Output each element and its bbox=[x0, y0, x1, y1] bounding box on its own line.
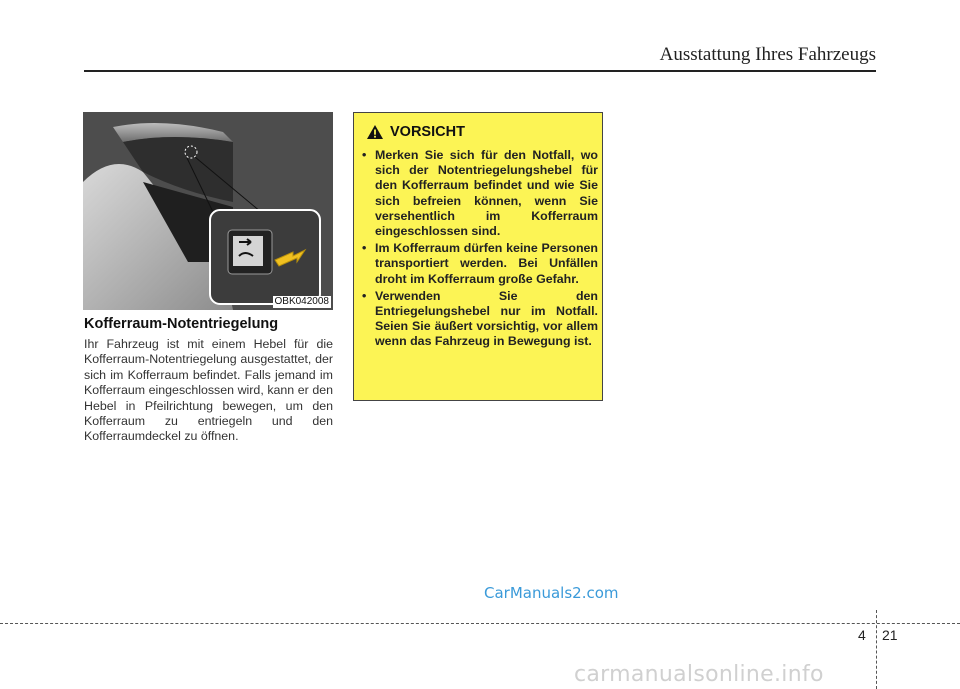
chapter-number: 4 bbox=[858, 627, 866, 643]
trunk-illustration bbox=[83, 112, 333, 310]
trunk-release-photo bbox=[83, 112, 333, 310]
section-body-text: Ihr Fahrzeug ist mit einem Hebel für die Kofferraum-Notentriegelung ausgestattet, der sich im Kofferraum befindet. Falls jemand im Kofferraum eingeschlossen wird, kann er den Hebel in Pfeilrichtung bewegen, um den Kofferraum zu entriegeln und den Kofferraumdeckel zu öffnen. bbox=[84, 337, 333, 444]
caution-list bbox=[362, 148, 598, 352]
figure-code: OBK042008 bbox=[274, 296, 329, 307]
caution-item: • Verwenden Sie den Entriegelungshebel nur im Notfall. Seien Sie äußert vorsichtig, vor allem wenn das Fahrzeug in Bewegung ist. bbox=[362, 289, 598, 350]
running-header-title: Ausstattung Ihres Fahrzeugs bbox=[659, 44, 876, 65]
watermark-link[interactable]: CarManuals2.com bbox=[484, 584, 619, 602]
page-number: 21 bbox=[882, 627, 898, 643]
caution-box bbox=[353, 112, 603, 401]
bottom-watermark: carmanualsonline.info bbox=[574, 662, 824, 687]
footer-divider bbox=[876, 610, 877, 689]
header-rule bbox=[84, 70, 876, 72]
section-heading: Kofferraum-Notentriegelung bbox=[84, 316, 279, 332]
caution-item: • Im Kofferraum dürfen keine Personen transportiert werden. Bei Unfällen droht im Kofferraum große Gefahr. bbox=[362, 241, 598, 287]
caution-title: VORSICHT bbox=[390, 124, 465, 140]
caution-header bbox=[366, 124, 465, 140]
warning-triangle-icon bbox=[366, 124, 384, 140]
caution-item: • Merken Sie sich für den Notfall, wo sich der Notentriegelungshebel für den Kofferraum befindet und wie Sie sich befreien können, wenn Sie versehentlich im Kofferraum eingeschlossen sind. bbox=[362, 148, 598, 239]
footer-rule bbox=[0, 623, 960, 624]
